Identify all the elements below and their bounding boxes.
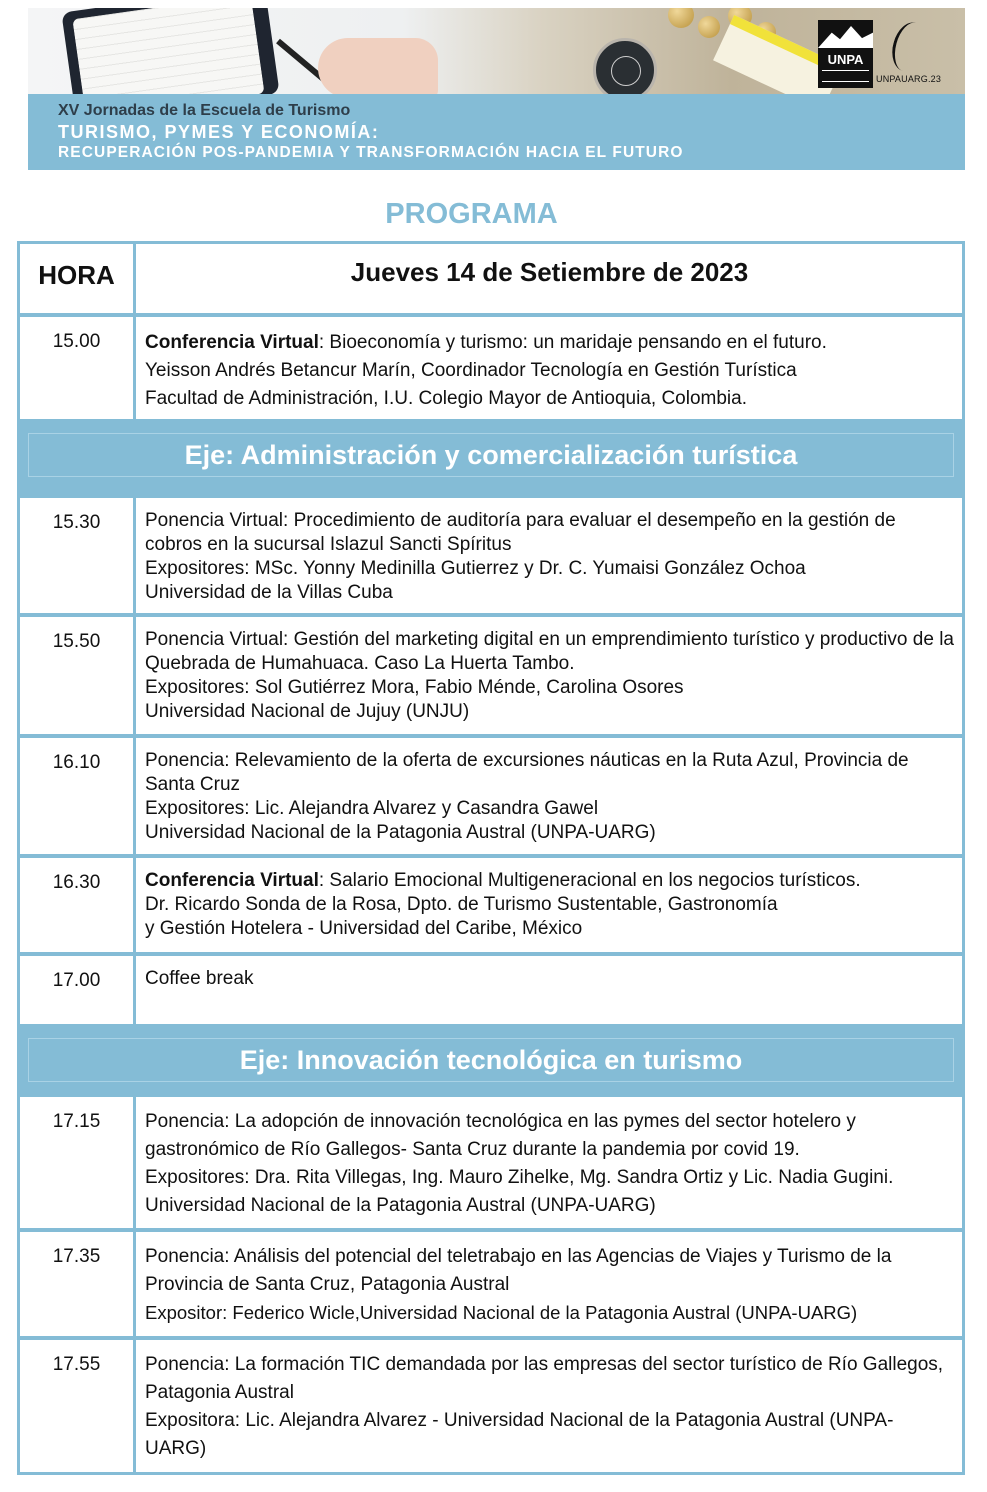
session-type: Conferencia Virtual	[145, 870, 319, 891]
time-cell: 15.30	[20, 498, 136, 613]
session-cell: Ponencia: La formación TIC demandada por las empresas del sector turístico de Río Gallegos, Patagonia Austral Expositora: Lic. Alejandra Alvarez - Universidad Nacional de la Patagonia Austral (UNPA-UARG)	[145, 1354, 944, 1459]
time-cell: 16.30	[20, 858, 136, 952]
session-type: Conferencia Virtual	[145, 332, 319, 353]
coin-image	[668, 8, 694, 28]
unpa-logo: UNPA	[818, 20, 873, 88]
session-cell: Conferencia Virtual: Bioeconomía y turismo: un maridaje pensando en el futuro. Yeisson Andrés Betancur Marín, Coordinador Tecnología en Gestión Turística Facultad de Administración, I.U. Colegio Mayor de Antioquia, Colombia.	[145, 332, 827, 409]
session-cell: Ponencia: La adopción de innovación tecnológica en las pymes del sector hotelero y gastronómico de Río Gallegos- Santa Cruz durante la pandemia por covid 19. Expositores: Dra. Rita Villegas, Ing. Mauro Zihelke, Mg. Sandra Ortiz y Lic. Nadia Gugini. Universidad Nacional de la Patagonia Austral (UNPA-UARG)	[145, 1111, 894, 1216]
table-row	[17, 1229, 965, 1339]
table-row	[17, 735, 965, 857]
section-title: Eje: Innovación tecnológica en turismo	[28, 1038, 954, 1082]
uarg-logo-mark	[887, 19, 932, 76]
time-cell: 17.35	[20, 1232, 136, 1336]
time-cell: 15.00	[20, 317, 136, 419]
day-header: Jueves 14 de Setiembre de 2023	[350, 257, 749, 287]
event-name: XV Jornadas de la Escuela de Turismo	[58, 102, 351, 119]
hand-image	[318, 38, 438, 98]
table-header	[17, 241, 965, 316]
table-row	[17, 614, 965, 737]
uarg-logo-text: UNPAUARG.23	[876, 74, 942, 84]
table-row	[17, 314, 965, 422]
section-band	[17, 1025, 965, 1096]
compass-icon	[593, 38, 657, 102]
session-cell: Ponencia Virtual: Gestión del marketing digital en un emprendimiento turístico y productivo de la Quebrada de Humahuaca. Caso La Huerta Tambo. Expositores: Sol Gutiérrez Mora, Fabio Ménde, Carolina Osores Universidad Nacional de Jujuy (UNJU)	[145, 629, 954, 722]
event-subtheme: RECUPERACIÓN POS-PANDEMIA Y TRANSFORMACIÓN HACIA EL FUTURO	[58, 144, 684, 161]
time-cell: 17.55	[20, 1340, 136, 1472]
section-title: Eje: Administración y comercialización turística	[28, 433, 954, 477]
session-cell: Ponencia Virtual: Procedimiento de auditoría para evaluar el desempeño en la gestión de cobros en la sucursal Islazul Sancti Spíritus Expositores: MSc. Yonny Medinilla Gutierrez y Dr. C. Yumaisi González Ochoa Universidad de la Villas Cuba	[145, 510, 896, 603]
table-row	[17, 1337, 965, 1475]
session-cell: Ponencia: Relevamiento de la oferta de excursiones náuticas en la Ruta Azul, Provincia de Santa Cruz Expositores: Lic. Alejandra Alvarez y Casandra Gawel Universidad Nacional de la Patagonia Austral (UNPA-UARG)	[145, 750, 909, 843]
table-row	[17, 1094, 965, 1231]
page-title: PROGRAMA	[385, 198, 558, 230]
header-banner	[28, 8, 965, 170]
time-cell: 15.50	[20, 617, 136, 734]
table-row	[17, 855, 965, 955]
section-band	[17, 420, 965, 497]
session-cell: Conferencia Virtual: Salario Emocional Multigeneracional en los negocios turísticos. Dr. Ricardo Sonda de la Rosa, Dpto. de Turismo Sustentable, Gastronomía y Gestión Hotelera - Universidad del Caribe, México	[145, 870, 861, 939]
table-row	[17, 495, 965, 616]
coin-image	[698, 16, 720, 38]
banner-photo	[28, 8, 965, 94]
time-cell: 17.15	[20, 1097, 136, 1228]
session-cell: Coffee break	[145, 968, 254, 989]
event-theme: TURISMO, PYMES Y ECONOMÍA:	[58, 122, 380, 142]
hora-header: HORA	[20, 244, 136, 313]
time-cell: 17.00	[20, 956, 136, 1024]
banner-title-band	[28, 94, 965, 170]
table-row	[17, 953, 965, 1027]
session-cell: Ponencia: Análisis del potencial del teletrabajo en las Agencias de Viajes y Turismo de la Provincia de Santa Cruz, Patagonia Austral Expositor: Federico Wicle,Universidad Nacional de la Patagonia Austral (UNPA-UARG)	[145, 1246, 892, 1323]
time-cell: 16.10	[20, 738, 136, 854]
